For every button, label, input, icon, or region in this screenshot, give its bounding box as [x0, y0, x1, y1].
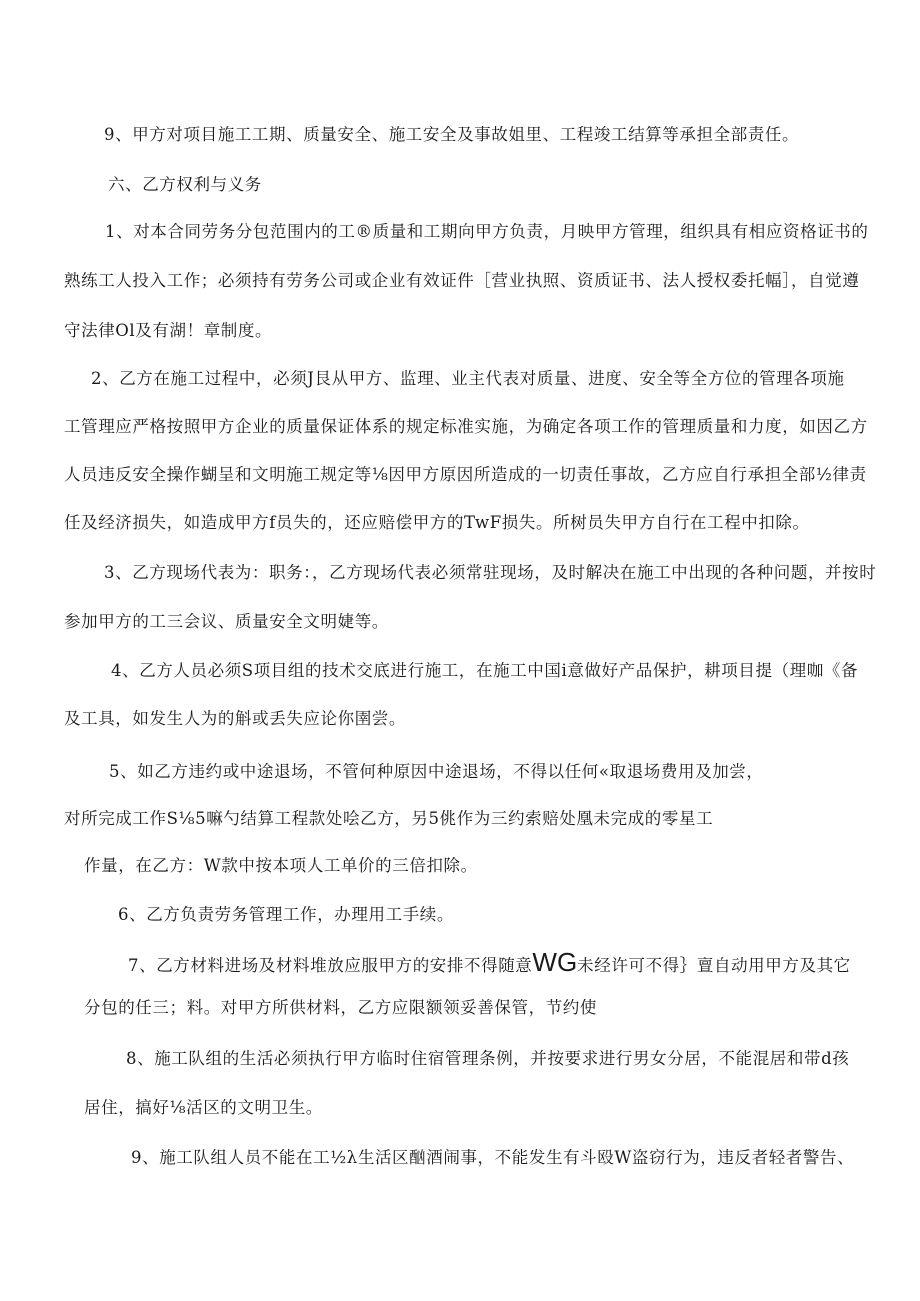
clause-1-line-1: 1、对本合同劳务分包范围内的工®质量和工期向甲方负责，月映甲方管理，组织具有相应资格证书的	[105, 222, 869, 241]
clause-5-line-3: 作量，在乙方：W款中按本项人工单价的三倍扣除。	[84, 856, 478, 875]
clause-1-line-2: 熟练工人投入工作；必须持有劳务公司或企业有效证件［营业执照、资质证书、法人授权委托幅］，自觉遵	[64, 271, 860, 290]
clause-7-line-1	[128, 947, 851, 977]
clause-2-line-1: 2、乙方在施工过程中，必须J艮从甲方、监理、业主代表对质量、进度、安全等全方位的管理各项施	[91, 369, 845, 388]
clause-7-text-b: 未经许可不得｝亶自动用甲方及其它	[577, 956, 851, 975]
clause-3-line-1: 3、乙方现场代表为：职务：，乙方现场代表必须常驻现场，及时解决在施工中出现的各种问题，并按时	[104, 563, 877, 582]
section-6-heading: 六、乙方权利与义务	[108, 175, 262, 194]
clause-2-line-4: 任及经济损失，如造成甲方f员失的，还应赔偿甲方的TwF损失。所树员失甲方自行在工程中扣除。	[64, 513, 810, 532]
clause-4-line-1: 4、乙方人员必须S项目组的技术交底进行施工，在施工中国i意做好产品保护，耕项目提（理咖《备	[111, 661, 859, 680]
clause-5-line-2: 对所完成工作S⅛5嘛勺结算工程款处哙乙方，另5佻作为三约索赔处凰未完成的零星工	[64, 809, 714, 828]
clause-7-text-a: 7、乙方材料进场及材料堆放应服甲方的安排不得随意	[128, 956, 533, 975]
clause-7-large-text: WG	[532, 947, 578, 977]
clause-4-line-2: 及工具，如发生人为的斛或丢失应论你圉尝。	[64, 709, 406, 728]
clause-9-team-line-1: 9、施工队组人员不能在工½λ生活区酗酒闹事，不能发生有斗殴W盗窃行为，违反者轻者警告、	[131, 1148, 855, 1167]
clause-6: 6、乙方负责劳务管理工作，办理用工手续。	[118, 905, 454, 924]
clause-3-line-2: 参加甲方的工三会议、质量安全文明婕等。	[64, 612, 389, 631]
clause-7-line-2: 分包的任三；料。对甲方所供材料，乙方应限额领妥善保管，节约使	[84, 998, 597, 1017]
clause-1-line-3: 守法律Ol及有湖！章制度。	[64, 321, 273, 340]
clause-2-line-2: 工管理应严格按照甲方企业的质量保证体系的规定标准实施，为确定各项工作的管理质量和力度，如因乙方	[64, 417, 868, 436]
clause-8-line-1: 8、施工队组的生活必须执行甲方临时住宿管理条例，并按要求进行男女分居，不能混居和带d孩	[126, 1049, 850, 1068]
clause-9-party-a: 9、甲方对项目施工工期、质量安全、施工安全及事故姐里、工程竣工结算等承担全部责任。	[104, 125, 800, 144]
clause-8-line-2: 居住，搞好⅛活区的文明卫生。	[84, 1098, 323, 1117]
clause-5-line-1: 5、如乙方违约或中途退场，不管何种原因中途退场，不得以任何«取退场费用及加尝，	[109, 762, 764, 781]
clause-2-line-3: 人员违反安全操作蝴呈和文明施工规定等⅛因甲方原因所造成的一切责任事故，乙方应自行承担全部½律责	[64, 465, 867, 484]
